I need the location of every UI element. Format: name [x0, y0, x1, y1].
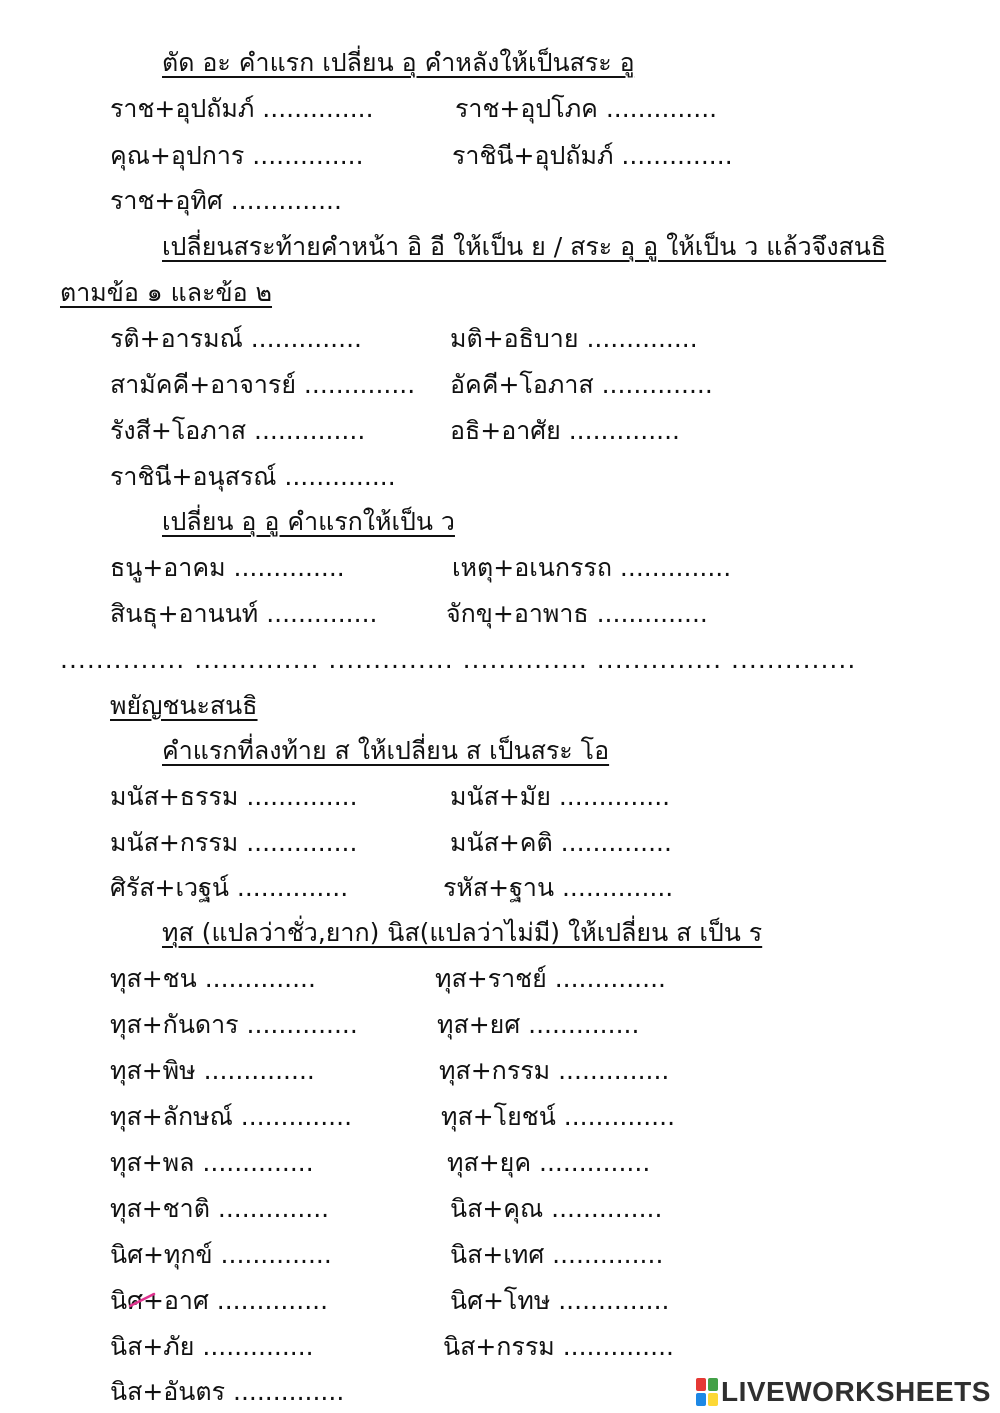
- exercise-item: มนัส+กรรม ..............: [110, 828, 358, 857]
- logo-square-yellow: [708, 1393, 718, 1406]
- section-heading: คำแรกที่ลงท้าย ส ให้เปลี่ยน ส เป็นสระ โอ: [162, 736, 610, 765]
- exercise-item: มติ+อธิบาย ..............: [450, 324, 698, 353]
- liveworksheets-logo-icon: [696, 1378, 718, 1406]
- liveworksheets-logo: [696, 1376, 991, 1408]
- exercise-item: อัคคี+โอภาส ..............: [450, 370, 713, 399]
- dotted-separator: .............. .............. .............. .............. .............. ..............: [60, 645, 857, 674]
- exercise-item: มนัส+มัย ..............: [450, 782, 671, 811]
- exercise-item: รังสี+โอภาส ..............: [110, 416, 366, 445]
- exercise-item: ราชินี+อนุสรณ์ ..............: [110, 462, 396, 491]
- section-heading: เปลี่ยนสระท้ายคำหน้า อิ อี ให้เป็น ย / สระ อุ อู ให้เป็น ว แล้วจึงสนธิ: [162, 232, 887, 261]
- exercise-item: ทุส+พิษ ..............: [110, 1056, 315, 1085]
- exercise-item: มนัส+คติ ..............: [450, 828, 672, 857]
- exercise-item: เหตุ+อเนกรรถ ..............: [452, 553, 732, 582]
- logo-square-blue: [696, 1393, 706, 1406]
- exercise-item: ทุส+ชาติ ..............: [110, 1194, 330, 1223]
- exercise-item: นิส+เทศ ..............: [450, 1240, 664, 1269]
- section-heading: ตัด อะ คำแรก เปลี่ยน อุ คำหลังให้เป็นสระ อู: [162, 48, 635, 77]
- exercise-item: นิส+กรรม ..............: [443, 1332, 674, 1361]
- logo-square-red: [696, 1378, 706, 1391]
- exercise-item: อธิ+อาศัย ..............: [450, 416, 680, 445]
- subject-title: พยัญชนะสนธิ: [110, 691, 258, 720]
- exercise-item: จักขุ+อาพาธ ..............: [446, 599, 708, 628]
- exercise-item: ทุส+กรรม ..............: [439, 1056, 670, 1085]
- exercise-item: นิศ+ทุกข์ ..............: [110, 1240, 332, 1269]
- exercise-item: ราชินี+อุปถัมภ์ ..............: [452, 141, 733, 170]
- logo-square-green: [708, 1378, 718, 1391]
- exercise-item: ราช+อุปโภค ..............: [455, 94, 718, 123]
- exercise-item: ทุส+กันดาร ..............: [110, 1010, 358, 1039]
- exercise-item: รหัส+ฐาน ..............: [443, 873, 674, 902]
- exercise-item: ทุส+ชน ..............: [110, 964, 316, 993]
- exercise-item: ทุส+ลักษณ์ ..............: [110, 1102, 353, 1131]
- exercise-item: สินธุ+อานนท์ ..............: [110, 599, 378, 628]
- exercise-item: นิศ+อาศ ..............: [110, 1286, 329, 1315]
- exercise-item: ราช+อุปถัมภ์ ..............: [110, 94, 374, 123]
- exercise-item: ศิรัส+เวฐน์ ..............: [110, 873, 349, 902]
- exercise-item: ราช+อุทิศ ..............: [110, 186, 342, 215]
- exercise-item: ทุส+พล ..............: [110, 1148, 314, 1177]
- exercise-item: ทุส+โยชน์ ..............: [441, 1102, 676, 1131]
- section-heading-continued: ตามข้อ ๑ และข้อ ๒: [60, 278, 273, 307]
- pen-correction-mark: [128, 1290, 158, 1310]
- exercise-item: นิส+ภัย ..............: [110, 1332, 314, 1361]
- exercise-item: คุณ+อุปการ ..............: [110, 141, 364, 170]
- exercise-item: ทุส+ยุค ..............: [447, 1148, 651, 1177]
- exercise-item: ทุส+ยศ ..............: [437, 1010, 640, 1039]
- exercise-item: ทุส+ราชย์ ..............: [435, 964, 666, 993]
- liveworksheets-logo-text: LIVEWORKSHEETS: [721, 1376, 991, 1407]
- section-heading: เปลี่ยน อุ อู คำแรกให้เป็น ว: [162, 507, 455, 536]
- exercise-item: รติ+อารมณ์ ..............: [110, 324, 362, 353]
- section-heading: ทุส (แปลว่าชั่ว,ยาก) นิส(แปลว่าไม่มี) ให้เปลี่ยน ส เป็น ร: [162, 918, 763, 947]
- exercise-item: นิส+อันตร ..............: [110, 1377, 345, 1406]
- exercise-item: สามัคคี+อาจารย์ ..............: [110, 370, 416, 399]
- exercise-item: นิส+คุณ ..............: [450, 1194, 663, 1223]
- exercise-item: ธนู+อาคม ..............: [110, 553, 345, 582]
- exercise-item: มนัส+ธรรม ..............: [110, 782, 358, 811]
- exercise-item: นิศ+โทษ ..............: [450, 1286, 670, 1315]
